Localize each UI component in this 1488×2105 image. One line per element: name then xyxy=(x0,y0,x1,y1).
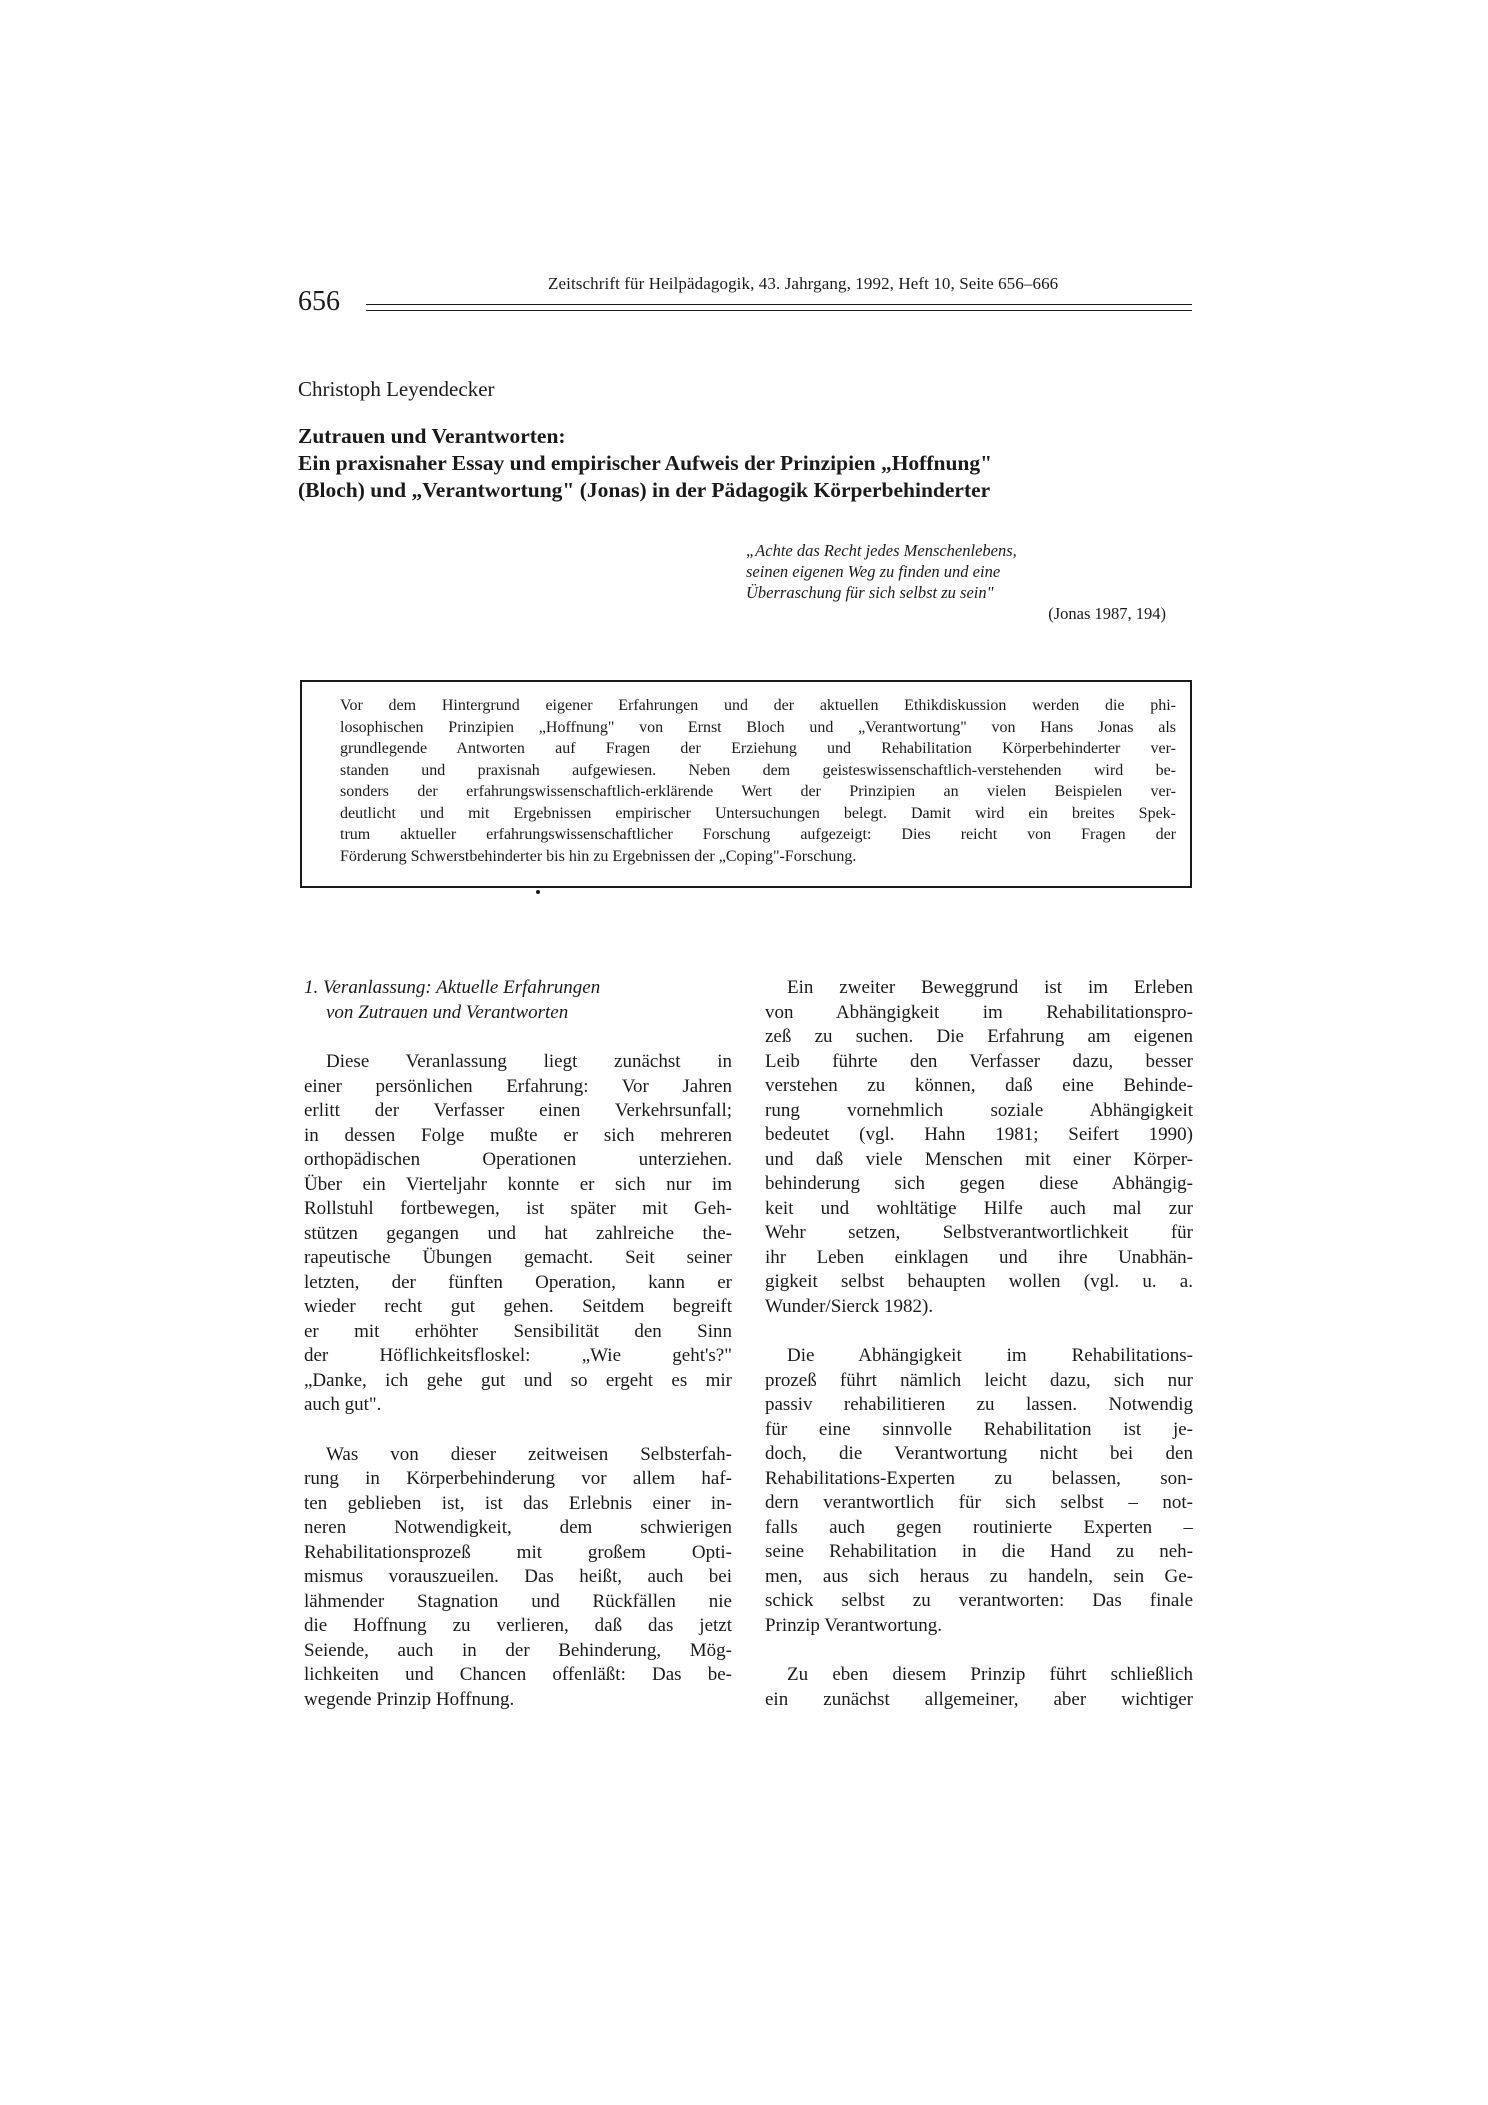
section-heading-line: von Zutrauen und Verantworten xyxy=(326,1001,569,1023)
text-line: Rollstuhl fortbewegen, ist später mit Geh- xyxy=(304,1198,732,1219)
text-line: schick selbst zu verantworten: Das finale xyxy=(765,1590,1193,1611)
text-line: keit und wohltätige Hilfe auch mal zur xyxy=(765,1197,1193,1219)
text-line: prozeß führt nämlich leicht dazu, sich nur xyxy=(765,1369,1193,1391)
text-line: dern verantwortlich für sich selbst – not- xyxy=(765,1492,1193,1513)
text-line: erlitt der Verfasser einen Verkehrsunfall; xyxy=(304,1100,732,1121)
text-line: Was von dieser zeitweisen Selbsterfah- xyxy=(326,1443,732,1465)
text-line: Ein zweiter Beweggrund ist im Erleben xyxy=(787,977,1193,998)
text-line: men, aus sich heraus zu handeln, sein Ge- xyxy=(765,1565,1193,1587)
text-line: Seiende, auch in der Behinderung, Mög- xyxy=(304,1639,732,1661)
text-line: verstehen zu können, daß eine Behinde- xyxy=(765,1075,1193,1096)
text-line: Die Abhängigkeit im Rehabilitations- xyxy=(787,1345,1193,1366)
article-title xyxy=(298,423,1198,504)
text-line: lichkeiten und Chancen offenläßt: Das be- xyxy=(304,1664,732,1685)
text-line: gigkeit selbst behaupten wollen (vgl. u. a. xyxy=(765,1271,1193,1292)
abstract-line: standen und praxisnah aufgewiesen. Neben dem geisteswissenschaftlich-verstehenden wird be- xyxy=(340,761,1176,779)
epigraph-source: (Jonas 1987, 194) xyxy=(1048,604,1166,623)
text-line: letzten, der fünften Operation, kann er xyxy=(304,1271,732,1293)
left-column xyxy=(304,976,732,1737)
text-line: behinderung sich gegen diese Abhängig- xyxy=(765,1173,1193,1194)
text-line: Prinzip Verantwortung. xyxy=(765,1614,942,1636)
paragraph xyxy=(304,1443,732,1713)
text-line: die Hoffnung zu verlieren, daß das jetzt xyxy=(304,1615,732,1636)
text-line: ein zunächst allgemeiner, aber wichtiger xyxy=(765,1688,1193,1710)
section-heading xyxy=(304,976,732,1025)
text-line: und daß viele Menschen mit einer Körper- xyxy=(765,1148,1193,1170)
title-line: (Bloch) und „Verantwortung" (Jonas) in der Pädagogik Körperbehinderter xyxy=(298,478,991,502)
header-rule-secondary xyxy=(366,310,1192,311)
paragraph xyxy=(765,1663,1193,1712)
text-line: auch gut". xyxy=(304,1394,382,1415)
abstract-line: sonders der erfahrungswissenschaftlich-erklärende Wert der Prinzipien an vielen Beispielen ver- xyxy=(340,783,1176,800)
text-line: neren Notwendigkeit, dem schwierigen xyxy=(304,1517,732,1538)
abstract-line: Förderung Schwerstbehinderter bis hin zu Ergebnissen der „Coping"-Forschung. xyxy=(340,847,857,865)
text-line: ten geblieben ist, ist das Erlebnis einer in- xyxy=(304,1492,732,1514)
text-line: lähmender Stagnation und Rückfällen nie xyxy=(304,1590,732,1612)
text-line: Leib führte den Verfasser dazu, besser xyxy=(765,1050,1193,1072)
text-line: doch, die Verantwortung nicht bei den xyxy=(765,1443,1193,1464)
text-line: rung in Körperbehinderung vor allem haf- xyxy=(304,1468,732,1489)
text-line: wieder recht gut gehen. Seitdem begreift xyxy=(304,1296,732,1317)
text-line: Zu eben diesem Prinzip führt schließlich xyxy=(787,1664,1193,1685)
abstract-line: trum aktueller erfahrungswissenschaftlicher Forschung aufgezeigt: Dies reicht von Fragen der xyxy=(340,826,1176,843)
text-line: stützen gegangen und hat zahlreiche the- xyxy=(304,1222,732,1244)
text-line: Rehabilitationsprozeß mit großem Opti- xyxy=(304,1541,732,1563)
author-name: Christoph Leyendecker xyxy=(298,377,495,401)
text-line: Wunder/Sierck 1982). xyxy=(765,1295,934,1317)
text-line: orthopädischen Operationen unterziehen. xyxy=(304,1149,732,1170)
section-heading-line: 1. Veranlassung: Aktuelle Erfahrungen xyxy=(304,977,601,998)
text-line: wegende Prinzip Hoffnung. xyxy=(304,1688,515,1710)
text-line: rapeutische Übungen gemacht. Seit seiner xyxy=(304,1247,732,1268)
text-line: mismus vorauszueilen. Das heißt, auch bei xyxy=(304,1566,732,1587)
header-rule xyxy=(366,304,1192,305)
text-line: in dessen Folge mußte er sich mehreren xyxy=(304,1124,732,1146)
paragraph xyxy=(304,1050,732,1418)
journal-header: Zeitschrift für Heilpädagogik, 43. Jahrgang, 1992, Heft 10, Seite 656–666 xyxy=(548,274,1059,293)
text-line: rung vornehmlich soziale Abhängigkeit xyxy=(765,1099,1193,1121)
abstract-line: grundlegende Antworten auf Fragen der Erziehung und Rehabilitation Körperbehinderter ver- xyxy=(340,740,1176,757)
right-column xyxy=(765,976,1193,1737)
text-line: zeß zu suchen. Die Erfahrung am eigenen xyxy=(765,1026,1193,1047)
text-line: passiv rehabilitieren zu lassen. Notwendig xyxy=(765,1394,1193,1415)
text-line: bedeutet (vgl. Hahn 1981; Seifert 1990) xyxy=(765,1124,1193,1145)
epigraph-line: Überraschung für sich selbst zu sein" xyxy=(746,583,994,602)
text-line: Wehr setzen, Selbstverantwortlichkeit für xyxy=(765,1222,1193,1243)
paragraph xyxy=(765,976,1193,1319)
text-line: der Höflichkeitsfloskel: „Wie geht's?" xyxy=(304,1345,732,1366)
abstract-line: Vor dem Hintergrund eigener Erfahrungen und der aktuellen Ethikdiskussion werden die phi- xyxy=(340,697,1176,714)
abstract-box xyxy=(300,680,1192,888)
abstract-line: deutlicht und mit Ergebnissen empirischer Untersuchungen belegt. Damit wird ein breites Spek- xyxy=(340,804,1176,822)
epigraph-line: „Achte das Recht jedes Menschenlebens, xyxy=(746,541,1017,560)
text-line: falls auch gegen routinierte Experten – xyxy=(765,1516,1193,1538)
page-number: 656 xyxy=(298,286,340,317)
title-line: Zutrauen und Verantworten: xyxy=(298,424,566,448)
text-line: Über ein Vierteljahr konnte er sich nur im xyxy=(304,1173,732,1195)
epigraph xyxy=(746,540,1166,624)
text-line: einer persönlichen Erfahrung: Vor Jahren xyxy=(304,1075,732,1097)
title-line: Ein praxisnaher Essay und empirischer Aufweis der Prinzipien „Hoffnung" xyxy=(298,451,993,475)
text-line: Rehabilitations-Experten zu belassen, son- xyxy=(765,1467,1193,1489)
abstract-line: losophischen Prinzipien „Hoffnung" von Ernst Bloch und „Verantwortung" von Hans Jonas als xyxy=(340,718,1176,736)
epigraph-line: seinen eigenen Weg zu finden und eine xyxy=(746,562,1001,581)
text-line: ihr Leben einklagen und ihre Unabhän- xyxy=(765,1246,1193,1268)
text-line: seine Rehabilitation in die Hand zu neh- xyxy=(765,1541,1193,1562)
paragraph xyxy=(765,1344,1193,1638)
text-line: „Danke, ich gehe gut und so ergeht es mir xyxy=(304,1369,732,1391)
text-line: er mit erhöhter Sensibilität den Sinn xyxy=(304,1320,732,1342)
ornament-dot xyxy=(536,890,540,894)
text-line: für eine sinnvolle Rehabilitation ist je- xyxy=(765,1418,1193,1440)
text-line: von Abhängigkeit im Rehabilitationspro- xyxy=(765,1001,1193,1023)
text-line: Diese Veranlassung liegt zunächst in xyxy=(326,1051,732,1072)
